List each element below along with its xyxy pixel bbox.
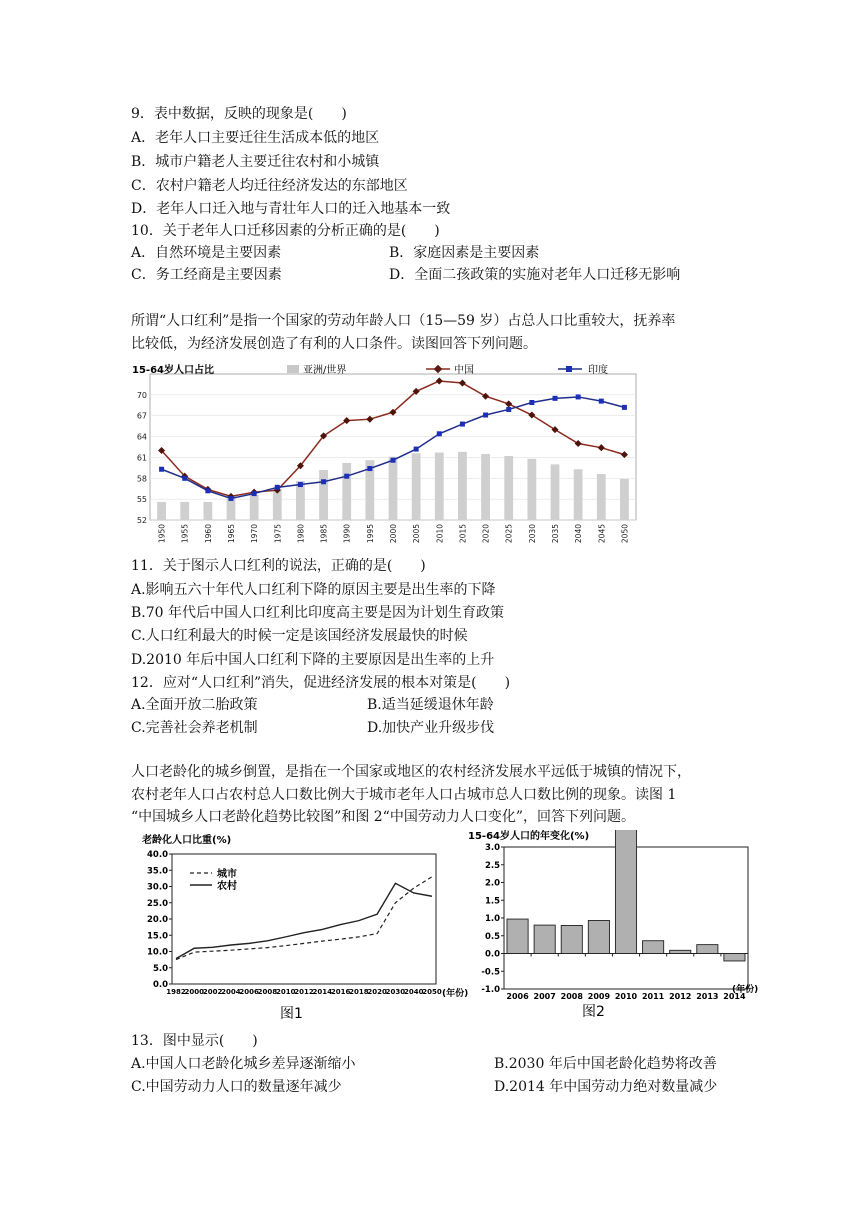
world-bar [319, 470, 328, 520]
india-point [622, 405, 627, 410]
world-bar [504, 456, 513, 520]
q11-stem: 11．关于图示人口红利的说法，正确的是( ) [131, 558, 426, 574]
india-point [506, 407, 511, 412]
x-tick-label: 1990 [342, 524, 352, 544]
world-bar [250, 495, 259, 520]
world-bar [180, 502, 189, 520]
x-tick-label: 1970 [250, 524, 260, 544]
q9-option-d: D．老年人口迁入地与青壮年人口的迁入地基本一致 [131, 201, 451, 217]
x-tick-label: 2035 [551, 524, 560, 544]
india-point [483, 413, 488, 418]
india-point [414, 447, 419, 452]
x-tick-label: 1955 [180, 524, 190, 544]
world-bar [389, 457, 398, 520]
x-tick-label: 2009 [587, 992, 611, 1001]
x-tick-label: 2005 [412, 524, 422, 544]
world-bar [412, 453, 421, 520]
legend-world-swatch [287, 365, 299, 373]
labor-change-bar [588, 920, 609, 953]
y-tick-label: 52 [136, 516, 147, 525]
india-point [391, 458, 396, 463]
x-tick-label: 2040 [403, 988, 424, 996]
x-tick-label: 2050 [422, 988, 442, 996]
x-tick-label: 2010 [435, 524, 445, 544]
india-point [205, 488, 210, 493]
labor-change-bar [643, 941, 664, 954]
fig1-caption: 图1 [280, 1006, 303, 1022]
x-tick-label: 1980 [296, 524, 306, 544]
q11-option-b: B.70 年代后中国人口红利比印度高主要是因为计划生育政策 [131, 605, 505, 621]
q12-option-c: C.完善社会养老机制 [131, 720, 258, 736]
x-tick-label: 2013 [696, 992, 719, 1001]
india-point [599, 399, 604, 404]
q13-option-c: C.中国劳动力人口的数量逐年减少 [131, 1079, 342, 1095]
y-tick-label: 67 [136, 411, 147, 421]
x-tick-label: 2011 [641, 992, 665, 1001]
world-bar [481, 454, 490, 520]
passage2-line2: 农村老年人口占农村总人口数比例大于城市老年人口占城市总人口数比例的现象。读图 1 [131, 787, 677, 803]
x-tick-label: 2012 [294, 988, 314, 996]
x-tick-label: 2020 [367, 988, 387, 996]
q9-option-b: B．城市户籍老人主要迁往农村和小城镇 [131, 154, 380, 170]
x-tick-label: 2006 [506, 992, 529, 1001]
x-tick-label: 2008 [257, 988, 278, 996]
india-point [275, 485, 280, 490]
passage2-line3: “中国城乡人口老龄化趋势比较图”和图 2“中国劳动力人口变化”，回答下列问题。 [131, 809, 635, 825]
india-point [460, 422, 465, 427]
world-bar [157, 502, 166, 520]
world-bar [203, 502, 212, 520]
x-tick-label: 2012 [669, 992, 692, 1001]
q12-option-a: A.全面开放二胎政策 [131, 697, 258, 713]
legend-china-label: 中国 [454, 365, 474, 376]
world-bar [435, 453, 444, 520]
x-tick-label: 2000 [389, 524, 398, 544]
x-tick-label: 2016 [330, 988, 351, 996]
y-tick-label: 15.0 [147, 931, 168, 942]
x-tick-label: 2007 [533, 992, 556, 1001]
y-tick-label: 20.0 [147, 915, 168, 925]
x-tick-label: 2006 [239, 988, 259, 996]
legend-rural-label: 农村 [217, 881, 237, 892]
labor-change-bar [670, 950, 691, 953]
x-tick-label: 2010 [275, 988, 296, 996]
y-tick-label: 40.0 [147, 850, 168, 860]
x-tick-label: 2000 [184, 988, 205, 996]
x-tick-label: 2014 [312, 988, 333, 996]
x-tick-label: 1985 [319, 524, 329, 544]
chart1-title: 15-64岁人口占比 [132, 365, 214, 376]
q11-option-c: C.人口红利最大的时候一定是该国经济发展最快的时候 [131, 628, 468, 644]
q12-option-d: D.加快产业升级步伐 [367, 720, 495, 736]
india-point [576, 394, 581, 399]
x-tick-label: 1965 [227, 524, 236, 544]
world-bar [458, 452, 467, 520]
x-tick-label: 2020 [481, 524, 491, 544]
x-tick-label: 1975 [273, 524, 283, 544]
x-tick-label: 2004 [221, 988, 241, 996]
fig2-caption: 图2 [582, 1004, 605, 1020]
india-point [437, 431, 442, 436]
y-tick-label: 1.5 [484, 896, 500, 907]
q10-stem: 10．关于老年人口迁移因素的分析正确的是( ) [131, 223, 440, 239]
y-tick-label: 5.0 [152, 963, 168, 974]
x-tick-label: 2045 [597, 524, 607, 544]
y-tick-label: 0.0 [152, 980, 168, 990]
x-tick-label: 2030 [527, 524, 537, 544]
india-point [298, 482, 303, 487]
x-tick-label: 2008 [560, 992, 583, 1001]
y-tick-label: -0.5 [481, 967, 500, 978]
q12-stem: 12．应对“人口红利”消失，促进经济发展的根本对策是( ) [131, 675, 511, 691]
x-tick-label: 2050 [620, 524, 630, 544]
india-point [529, 400, 534, 405]
q10-option-b: B．家庭因素是主要因素 [389, 245, 540, 261]
legend-city-label: 城市 [217, 869, 237, 880]
y-tick-label: 35.0 [147, 866, 168, 877]
y-tick-label: 55 [136, 495, 147, 505]
x-tick-label: 1982 [166, 988, 186, 996]
labor-change-bar [561, 925, 582, 953]
q11-option-a: A.影响五六十年代人口红利下降的原因主要是出生率的下降 [131, 582, 496, 598]
y-tick-label: 3.0 [484, 843, 500, 853]
y-tick-label: 0.0 [484, 949, 500, 960]
world-bar [597, 474, 606, 520]
y-tick-label: 2.0 [484, 878, 500, 889]
q13-stem: 13．图中显示( ) [131, 1033, 258, 1049]
q10-option-c: C．务工经商是主要因素 [131, 267, 282, 283]
y-tick-label: 25.0 [147, 898, 168, 909]
q11-option-d: D.2010 年后中国人口红利下降的主要原因是出生率的上升 [131, 652, 495, 668]
labor-change-bar [615, 830, 636, 954]
y-tick-label: 10.0 [147, 947, 168, 958]
passage2-line1: 人口老龄化的城乡倒置，是指在一个国家或地区的农村经济发展水平远低于城镇的情况下， [131, 764, 691, 780]
passage1-line1: 所谓“人口红利”是指一个国家的劳动年龄人口（15—59 岁）占总人口比重较大，抚养率 [131, 313, 676, 329]
world-bar [527, 459, 536, 520]
world-bar [227, 498, 236, 520]
q9-option-c: C．农村户籍老人均迁往经济发达的东部地区 [131, 178, 408, 194]
india-point [321, 479, 326, 484]
x-tick-label: 2014 [723, 992, 746, 1001]
q10-option-a: A．自然环境是主要因素 [131, 245, 282, 261]
india-point [159, 467, 164, 472]
world-bar [620, 479, 629, 520]
world-bar [342, 463, 351, 520]
q10-option-d: D．全面二孩政策的实施对老年人口迁移无影响 [389, 267, 681, 283]
q9-option-a: A．老年人口主要迁往生活成本低的地区 [131, 130, 380, 146]
legend-world-label: 亚洲/世界 [303, 365, 347, 376]
y-tick-label: 30.0 [147, 882, 168, 893]
fig2-ylabel: 15-64岁人口的年变化(%) [468, 831, 590, 842]
x-tick-label: 2040 [574, 524, 584, 544]
aging-trend-figure [140, 830, 480, 1028]
x-tick-label: 2015 [458, 524, 468, 544]
india-point [367, 466, 372, 471]
y-tick-label: 1.0 [484, 914, 500, 924]
world-bar [574, 469, 583, 520]
y-tick-label: 61 [136, 453, 147, 463]
labor-change-bar [724, 954, 745, 961]
x-tick-label: 2018 [349, 988, 369, 996]
legend-india-label: 印度 [588, 365, 608, 376]
x-tick-label: 2002 [202, 988, 223, 996]
y-tick-label: 2.5 [484, 860, 500, 871]
demographic-dividend-chart [130, 362, 640, 546]
y-tick-label: 0.5 [484, 931, 500, 942]
y-tick-label: 64 [136, 432, 147, 442]
fig1-ylabel: 老龄化人口比重(%) [142, 835, 232, 846]
india-point [182, 476, 187, 481]
labor-change-bar [697, 945, 718, 954]
india-point [252, 491, 257, 496]
fig1-xunit: (年份) [442, 989, 469, 999]
x-tick-label: 1995 [365, 524, 375, 544]
x-tick-label: 2030 [385, 988, 406, 996]
x-tick-label: 1960 [203, 524, 213, 544]
rural-series-line [176, 883, 432, 958]
q12-option-b: B.适当延缓退休年龄 [367, 697, 494, 713]
passage1-line2: 比较低，为经济发展创造了有利的人口条件。读图回答下列问题。 [131, 336, 537, 352]
q13-option-d: D.2014 年中国劳动力绝对数量减少 [494, 1079, 718, 1095]
india-point [229, 496, 234, 501]
legend-india-marker [566, 366, 572, 372]
x-tick-label: 2025 [504, 524, 514, 544]
india-point [553, 396, 558, 401]
x-tick-label: 1950 [157, 524, 167, 544]
fig2-xunit: (年份) [732, 985, 759, 995]
y-tick-label: 58 [136, 474, 147, 484]
labor-change-bar [534, 925, 555, 953]
labor-force-figure [466, 830, 796, 1028]
world-bar [551, 464, 560, 520]
y-tick-label: 70 [136, 390, 147, 400]
labor-change-bar [507, 919, 528, 953]
y-tick-label: -1.0 [481, 985, 500, 995]
q9-stem: 9．表中数据，反映的现象是( ) [131, 106, 347, 122]
x-tick-label: 2010 [614, 992, 638, 1001]
q13-option-a: A.中国人口老龄化城乡差异逐渐缩小 [131, 1056, 356, 1072]
india-point [344, 474, 349, 479]
q13-option-b: B.2030 年后中国老龄化趋势将改善 [494, 1056, 717, 1072]
